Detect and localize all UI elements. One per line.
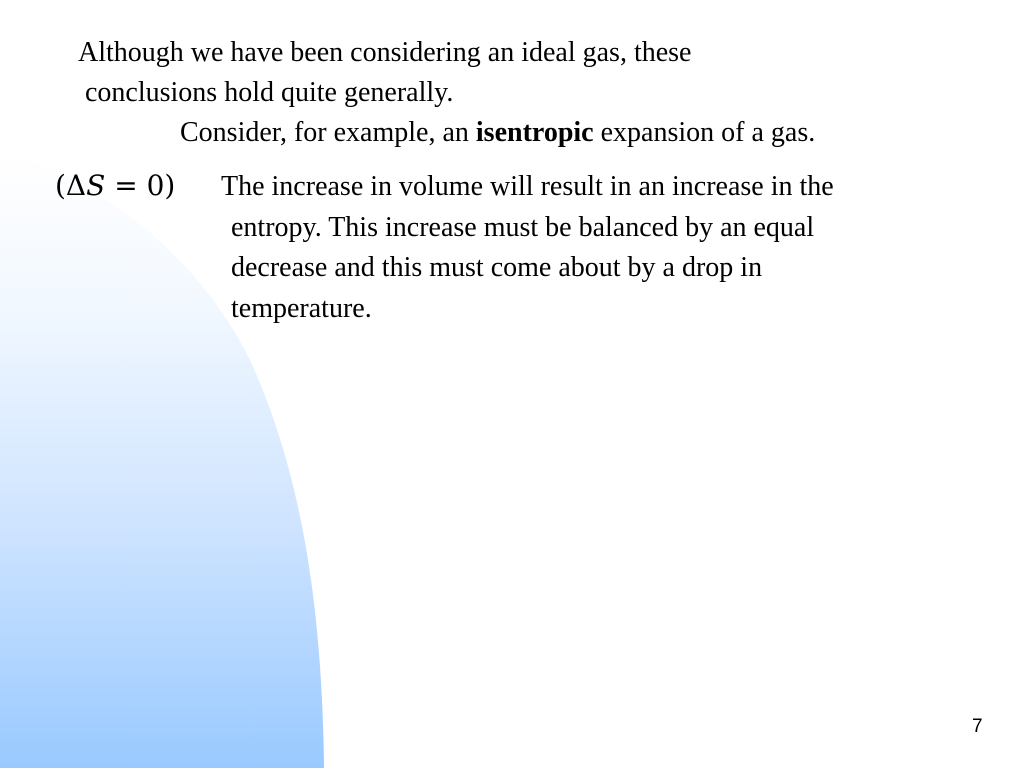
equation-variable: S — [86, 169, 106, 202]
page-number: 7 — [972, 716, 983, 737]
isentropic-term: isentropic — [475, 117, 594, 148]
equation-open: (Δ — [55, 169, 87, 202]
example-sentence — [180, 113, 815, 153]
explanation-paragraph — [221, 167, 1001, 329]
example-suffix: expansion of a gas. — [593, 117, 816, 148]
intro-line-1: Although we have been considering an ideal gas, these — [78, 37, 692, 68]
explanation-line-2: entropy. This increase must be balanced by an equal — [231, 211, 815, 243]
example-prefix: Consider, for example, an — [180, 117, 476, 148]
explanation-line-3: decrease and this must come about by a drop in — [231, 252, 763, 283]
intro-line-2: conclusions hold quite generally. — [85, 77, 454, 108]
explanation-line-1: The increase in volume will result in an increase in the — [221, 171, 834, 202]
explanation-line-4: temperature. — [231, 292, 372, 324]
equation-rest: = 0) — [105, 169, 176, 202]
intro-paragraph — [78, 33, 878, 113]
entropy-equation — [55, 166, 175, 206]
